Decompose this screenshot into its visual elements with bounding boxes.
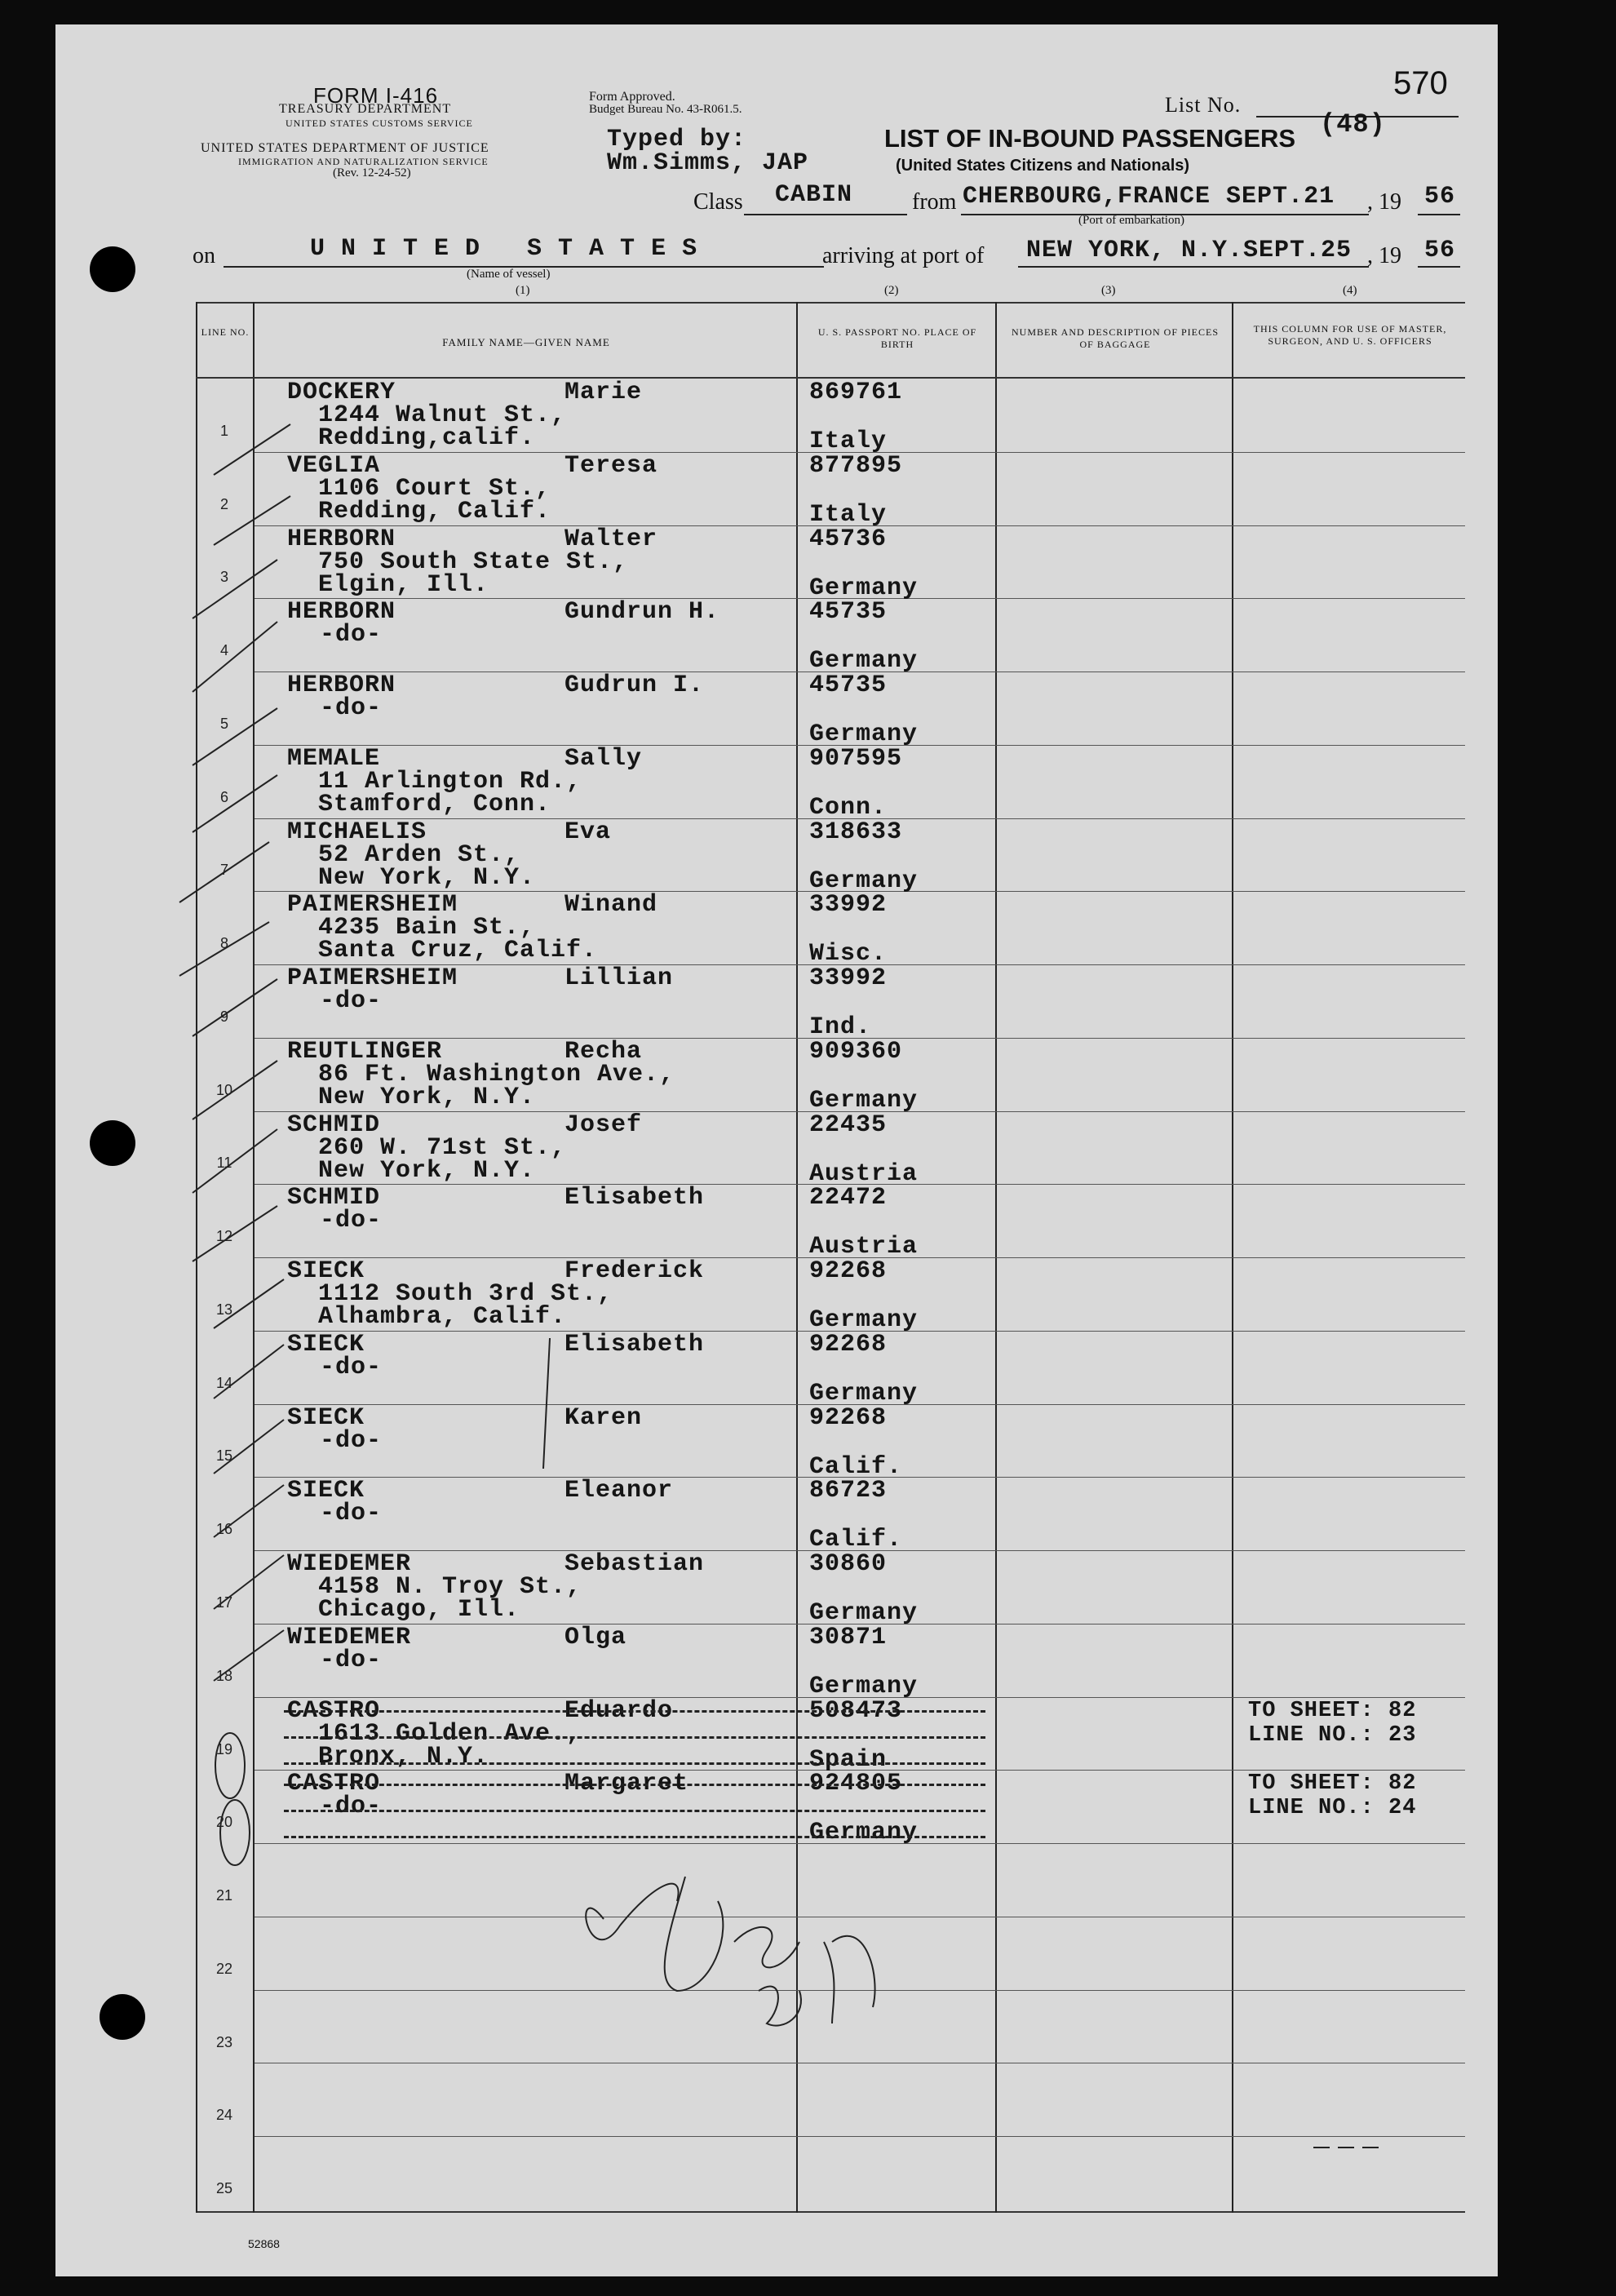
address-line-1: 11 Arlington Rd., (318, 768, 582, 796)
line-number: 1 (219, 423, 228, 439)
budget-bureau-no: Budget Bureau No. 43-R061.5. (589, 103, 742, 116)
place-of-birth: Germany (809, 1819, 919, 1846)
transfer-sheet-note: TO SHEET: 82 (1248, 1771, 1417, 1796)
given-name: Walter (564, 525, 658, 553)
given-name: Gudrun I. (564, 672, 705, 699)
line-number: 18 (215, 1668, 233, 1684)
place-of-birth: Germany (809, 720, 919, 748)
address-line-1: -do- (320, 987, 383, 1015)
vessel-name: U N I T E D S T A T E S (310, 235, 698, 263)
line-number: 3 (219, 569, 228, 585)
typed-by-name: Wm.Simms, JAP (607, 149, 809, 177)
line-number: 10 (215, 1082, 233, 1098)
family-name: WIEDEMER (287, 1624, 412, 1651)
port-of-embarkation: CHERBOURG,FRANCE SEPT.21 (963, 183, 1335, 211)
form-code: 52868 (248, 2237, 280, 2250)
line-number: 19 (215, 1741, 233, 1757)
address-line-2: New York, N.Y. (318, 1157, 536, 1185)
family-name: SIECK (287, 1257, 365, 1285)
place-of-birth: Germany (809, 1380, 919, 1407)
passport-number: 30860 (809, 1550, 888, 1578)
list-no-value: (48) (1320, 109, 1386, 140)
given-name: Karen (564, 1404, 643, 1432)
given-name: Marie (564, 379, 643, 406)
place-of-birth: Germany (809, 574, 919, 602)
vessel-column-number: (1) (516, 284, 530, 297)
from-label: from (912, 189, 957, 215)
address-line-2: Chicago, Ill. (318, 1596, 520, 1624)
place-of-birth: Austria (809, 1160, 919, 1188)
passport-number: 877895 (809, 452, 903, 480)
header-officers: THIS COLUMN FOR USE OF MASTER, SURGEON, AND U. S. OFFICERS (1253, 323, 1447, 347)
passport-number: 508473 (809, 1697, 903, 1725)
family-name: SIECK (287, 1404, 365, 1432)
passport-number: 92268 (809, 1331, 888, 1359)
given-name: Sally (564, 745, 643, 773)
family-name: CASTRO (287, 1770, 381, 1797)
passport-number: 924805 (809, 1770, 903, 1797)
address-line-2: Bronx, N.Y. (318, 1743, 489, 1771)
passport-number: 33992 (809, 891, 888, 919)
place-of-birth: Ind. (809, 1013, 872, 1041)
column-number-2: (2) (884, 284, 899, 297)
address-line-2: Santa Cruz, Calif. (318, 937, 598, 964)
family-name: SIECK (287, 1331, 365, 1359)
family-name: WIEDEMER (287, 1550, 412, 1578)
place-of-birth: Calif. (809, 1453, 903, 1481)
address-line-2: Elgin, Ill. (318, 571, 489, 599)
class-value: CABIN (775, 181, 853, 209)
address-line-1: 1106 Court St., (318, 475, 551, 503)
line-number: 8 (219, 935, 228, 951)
line-number: 24 (215, 2107, 233, 2123)
given-name: Olga (564, 1624, 627, 1651)
given-name: Elisabeth (564, 1331, 705, 1359)
passport-number: 22435 (809, 1111, 888, 1139)
given-name: Gundrun H. (564, 598, 720, 626)
address-line-1: 750 South State St., (318, 548, 629, 576)
line-number: 12 (215, 1228, 233, 1244)
line-number: 13 (215, 1301, 233, 1318)
address-line-1: -do- (320, 1354, 383, 1381)
address-line-2: Stamford, Conn. (318, 791, 551, 818)
year-1: 56 (1424, 183, 1456, 211)
header-baggage: NUMBER AND DESCRIPTION OF PIECES OF BAGGAGE (1011, 326, 1220, 350)
line-number: 11 (216, 1155, 232, 1171)
place-of-birth: Germany (809, 1306, 919, 1334)
given-name: Elisabeth (564, 1184, 705, 1212)
column-number-4: (4) (1343, 284, 1357, 297)
page-subtitle: (United States Citizens and Nationals) (896, 157, 1190, 175)
year-2: 56 (1424, 237, 1456, 264)
place-of-birth: Italy (809, 501, 888, 529)
passport-number: 909360 (809, 1038, 903, 1066)
dept-justice: UNITED STATES DEPARTMENT OF JUSTICE (201, 141, 489, 155)
address-line-1: -do- (320, 621, 383, 649)
typed-by-label: Typed by: (607, 126, 747, 153)
family-name: DOCKERY (287, 379, 396, 406)
address-line-1: 1112 South 3rd St., (318, 1280, 613, 1308)
given-name: Lillian (564, 964, 674, 992)
form-number: FORM I-416 (313, 83, 439, 108)
list-no-stamp: 570 (1393, 65, 1448, 101)
passport-number: 30871 (809, 1624, 888, 1651)
address-line-1: -do- (320, 1647, 383, 1674)
place-of-birth: Germany (809, 867, 919, 895)
header-name: FAMILY NAME—GIVEN NAME (442, 336, 610, 348)
passport-number: 33992 (809, 964, 888, 992)
transfer-sheet-note: TO SHEET: 82 (1248, 1699, 1417, 1723)
line-number: 25 (215, 2180, 233, 2196)
line-number: 20 (215, 1814, 233, 1830)
vessel-caption: (Name of vessel) (467, 268, 551, 281)
given-name: Teresa (564, 452, 658, 480)
given-name: Recha (564, 1038, 643, 1066)
address-line-1: 52 Arden St., (318, 841, 520, 869)
place-of-birth: Spain (809, 1746, 888, 1774)
address-line-1: -do- (320, 1793, 383, 1820)
arriving-label: arriving at port of (822, 243, 985, 268)
address-line-1: 1244 Walnut St., (318, 401, 567, 429)
year-prefix-2: , 19 (1367, 243, 1401, 268)
address-line-1: -do- (320, 1500, 383, 1527)
passport-number: 22472 (809, 1184, 888, 1212)
dept-treasury-sub: UNITED STATES CUSTOMS SERVICE (286, 117, 473, 129)
place-of-birth: Austria (809, 1233, 919, 1261)
given-name: Eduardo (564, 1697, 674, 1725)
line-number: 4 (219, 642, 228, 658)
place-of-birth: Wisc. (809, 940, 888, 968)
family-name: MEMALE (287, 745, 381, 773)
passport-number: 318633 (809, 818, 903, 846)
address-line-1: -do- (320, 694, 383, 722)
line-number: 21 (215, 1887, 233, 1904)
header-line-no: LINE NO. (201, 326, 250, 338)
line-number: 5 (219, 716, 228, 732)
dept-treasury: TREASURY DEPARTMENT (279, 102, 452, 116)
given-name: Winand (564, 891, 658, 919)
place-of-birth: Italy (809, 428, 888, 455)
address-line-1: 260 W. 71st St., (318, 1134, 567, 1162)
passport-number: 86723 (809, 1477, 888, 1505)
port-of-arrival: NEW YORK, N.Y.SEPT.25 (1026, 237, 1353, 264)
given-name: Sebastian (564, 1550, 705, 1578)
place-of-birth: Germany (809, 1087, 919, 1115)
header-passport: U. S. PASSPORT NO. PLACE OF BIRTH (817, 326, 977, 350)
given-name: Frederick (564, 1257, 705, 1285)
passport-number: 45736 (809, 525, 888, 553)
address-line-2: Alhambra, Calif. (318, 1303, 567, 1331)
family-name: SCHMID (287, 1111, 381, 1139)
place-of-birth: Germany (809, 1599, 919, 1627)
given-name: Margaret (564, 1770, 689, 1797)
given-name: Josef (564, 1111, 643, 1139)
line-number: 22 (215, 1961, 233, 1977)
port-embark-caption: (Port of embarkation) (1078, 214, 1184, 227)
address-line-1: -do- (320, 1207, 383, 1234)
family-name: HERBORN (287, 598, 396, 626)
family-name: SIECK (287, 1477, 365, 1505)
passport-number: 92268 (809, 1404, 888, 1432)
family-name: SCHMID (287, 1184, 381, 1212)
place-of-birth: Germany (809, 647, 919, 675)
form-approval: Form Approved. (589, 90, 675, 104)
given-name: Eva (564, 818, 612, 846)
on-label: on (193, 243, 215, 268)
address-line-2: Redding, Calif. (318, 498, 551, 525)
line-number: 14 (215, 1375, 233, 1391)
family-name: MICHAELIS (287, 818, 427, 846)
place-of-birth: Germany (809, 1673, 919, 1700)
family-name: CASTRO (287, 1697, 381, 1725)
page-title: LIST OF IN-BOUND PASSENGERS (884, 124, 1296, 153)
family-name: REUTLINGER (287, 1038, 443, 1066)
passport-number: 92268 (809, 1257, 888, 1285)
column-number-3: (3) (1101, 284, 1116, 297)
dept-justice-sub: IMMIGRATION AND NATURALIZATION SERVICE (238, 156, 489, 167)
transfer-line-note: LINE NO.: 24 (1248, 1796, 1417, 1820)
address-line-2: New York, N.Y. (318, 864, 536, 892)
line-number: 16 (215, 1521, 233, 1537)
line-number: 15 (215, 1447, 233, 1464)
address-line-2: Redding,calif. (318, 424, 536, 452)
form-revision: (Rev. 12-24-52) (333, 166, 411, 180)
place-of-birth: Conn. (809, 794, 888, 822)
class-label: Class (693, 189, 743, 215)
given-name: Eleanor (564, 1477, 674, 1505)
passport-number: 45735 (809, 598, 888, 626)
address-line-2: New York, N.Y. (318, 1084, 536, 1111)
line-number: 2 (219, 496, 228, 512)
line-number: 23 (215, 2034, 233, 2050)
place-of-birth: Calif. (809, 1526, 903, 1554)
family-name: HERBORN (287, 672, 396, 699)
line-number: 6 (219, 789, 228, 805)
list-no-label: List No. (1165, 93, 1242, 117)
line-number: 7 (219, 862, 228, 878)
line-number: 17 (215, 1594, 233, 1611)
family-name: HERBORN (287, 525, 396, 553)
family-name: PAIMERSHEIM (287, 964, 458, 992)
address-line-1: -do- (320, 1427, 383, 1455)
transfer-line-note: LINE NO.: 23 (1248, 1723, 1417, 1748)
address-line-1: 86 Ft. Washington Ave., (318, 1061, 675, 1088)
line-number: 9 (219, 1008, 228, 1025)
address-line-1: 4158 N. Troy St., (318, 1573, 582, 1601)
family-name: VEGLIA (287, 452, 381, 480)
passport-number: 45735 (809, 672, 888, 699)
family-name: PAIMERSHEIM (287, 891, 458, 919)
year-prefix-1: , 19 (1367, 189, 1401, 215)
address-line-1: 4235 Bain St., (318, 914, 536, 942)
address-line-1: 1613 Golden Ave., (318, 1720, 582, 1748)
passport-number: 907595 (809, 745, 903, 773)
passport-number: 869761 (809, 379, 903, 406)
